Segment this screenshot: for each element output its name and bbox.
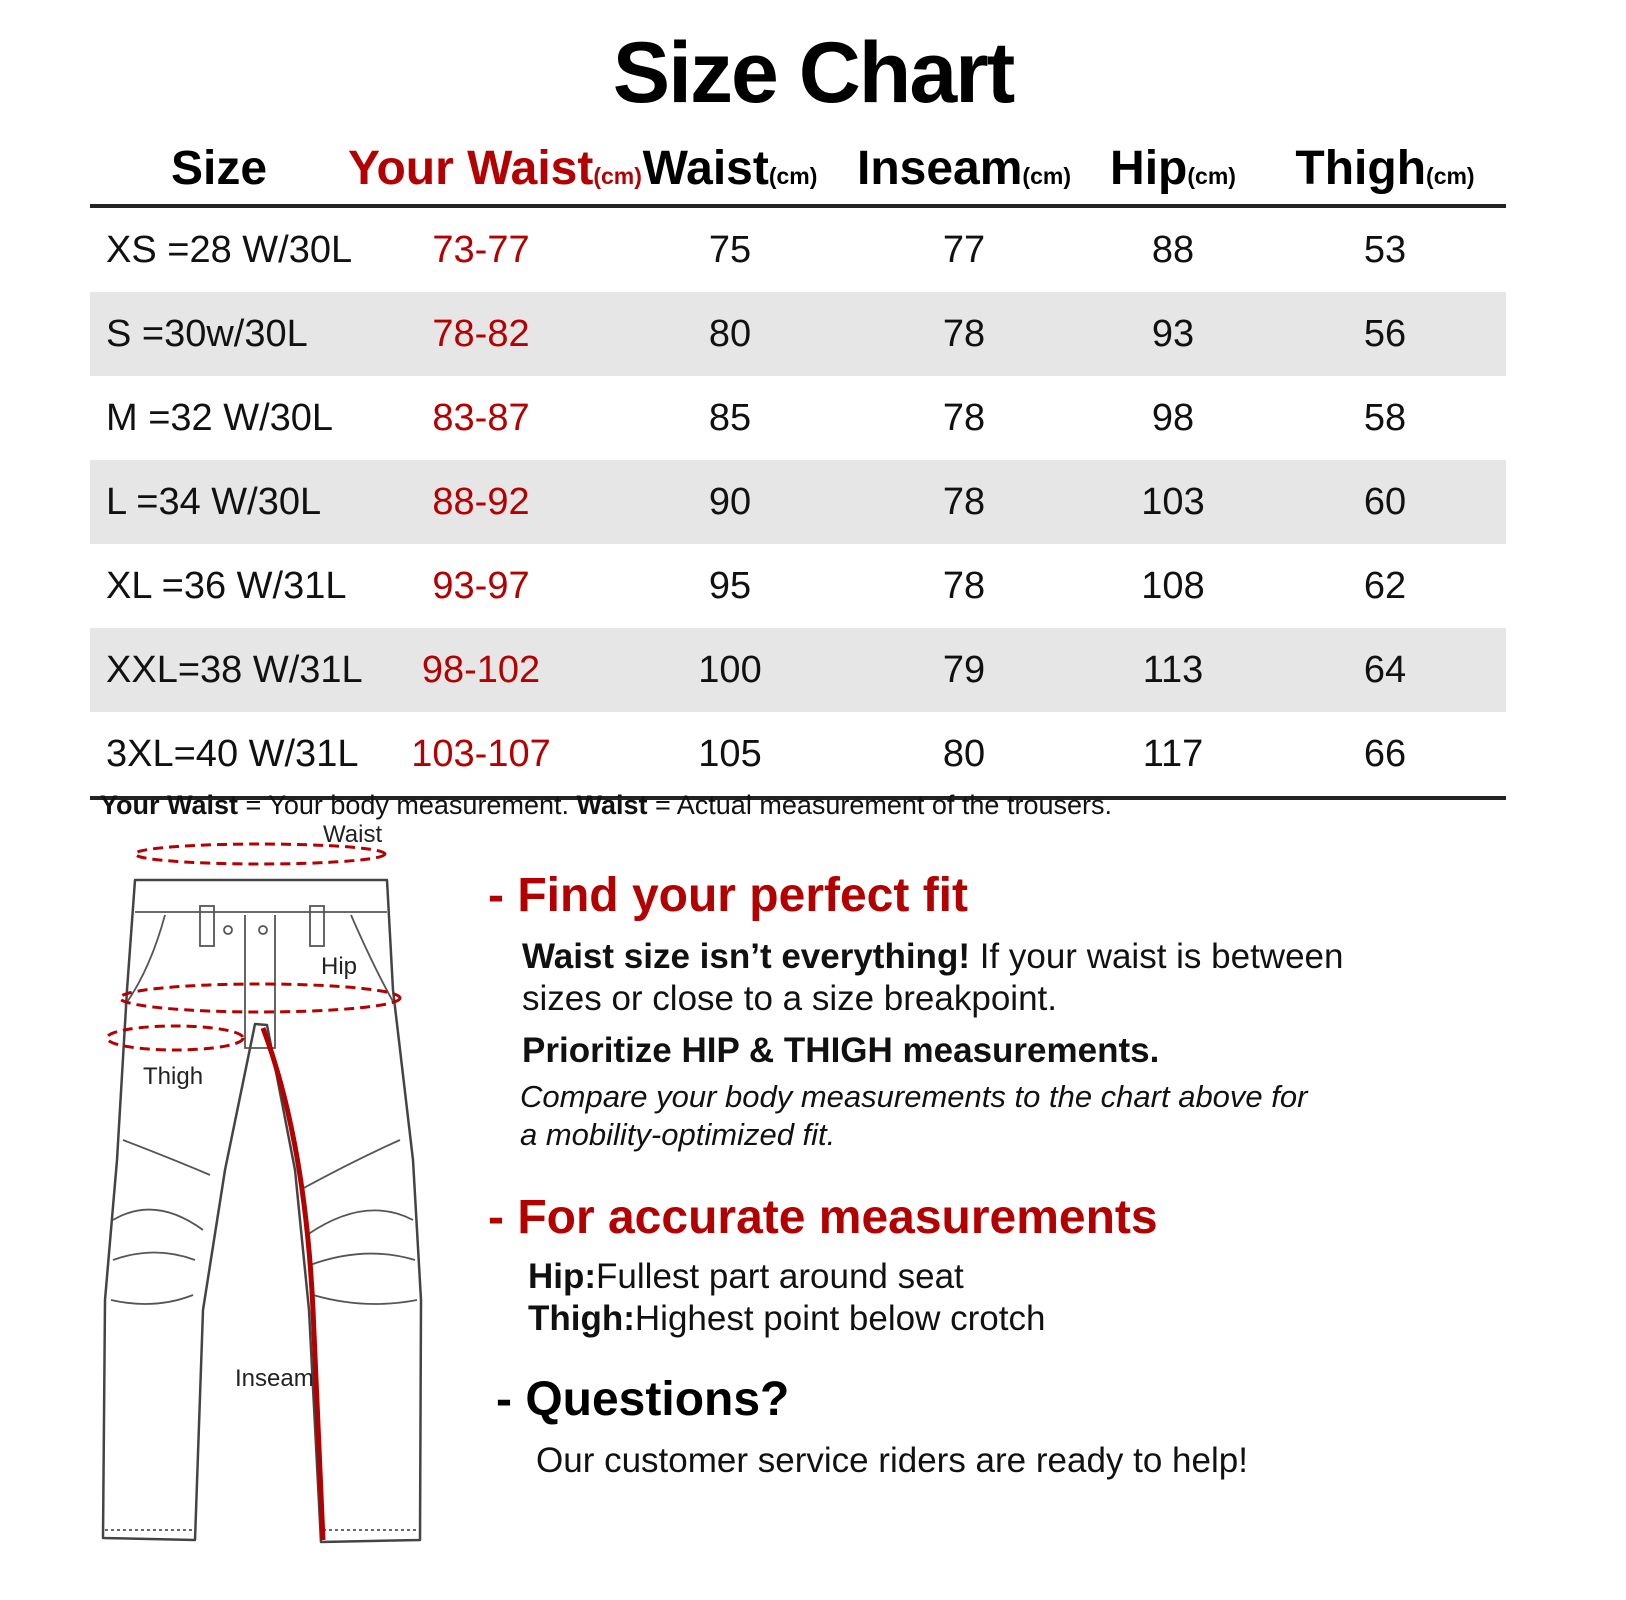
thigh-cell: 64	[1264, 628, 1506, 712]
waist-cell: 80	[614, 292, 846, 376]
note-waist-text: = Actual measurement of the trousers.	[647, 790, 1112, 820]
hip-cell: 93	[1082, 292, 1264, 376]
table-row	[90, 712, 1506, 798]
measure-hip-text: Fullest part around seat	[596, 1257, 964, 1296]
hip-cell: 117	[1082, 712, 1264, 798]
waist-cell: 90	[614, 460, 846, 544]
thigh-cell: 66	[1264, 712, 1506, 798]
thigh-cell: 58	[1363, 396, 1407, 439]
size-cell: L =34 W/30L	[90, 460, 348, 544]
thigh-cell: 56	[1264, 292, 1506, 376]
inseam-cell: 78	[942, 396, 986, 439]
size-cell: 3XL=40 W/31L	[90, 712, 348, 798]
note-your-waist-text: = Your body measurement.	[238, 790, 577, 820]
inseam-cell: 78	[846, 460, 1082, 544]
table-row	[90, 376, 1506, 460]
your-waist-cell: 98-102	[348, 628, 614, 712]
table-row	[90, 544, 1506, 628]
header-thigh: Thigh(cm)	[1264, 132, 1506, 206]
your-waist-cell: 73-77	[432, 228, 530, 271]
inseam-cell: 77	[942, 228, 986, 271]
thigh-cell: 53	[1363, 228, 1407, 271]
table-row	[90, 206, 1506, 292]
inseam-cell: 78	[846, 292, 1082, 376]
your-waist-cell: 83-87	[432, 396, 530, 439]
header-inseam: Inseam(cm)	[846, 132, 1082, 206]
fit-text-1a: If your waist is between	[969, 937, 1344, 976]
measure-heading: - For accurate measurements	[488, 1191, 1158, 1244]
header-waist: Waist(cm)	[614, 132, 846, 206]
diagram-label-hip: Hip	[321, 953, 358, 980]
fit-text-1	[522, 936, 1343, 978]
hip-cell: 113	[1082, 628, 1264, 712]
diagram-label-inseam: Inseam	[235, 1365, 314, 1392]
hip-cell: 108	[1141, 564, 1205, 607]
diagram-label-waist: Waist	[323, 821, 383, 848]
your-waist-cell: 103-107	[348, 712, 614, 798]
hip-cell: 98	[1151, 396, 1195, 439]
size-cell: XL =36 W/31L	[106, 564, 347, 607]
fit-bold-2	[522, 1030, 1159, 1072]
size-table	[90, 132, 1506, 800]
size-cell: XS =28 W/30L	[106, 228, 353, 271]
table-row	[90, 292, 1506, 376]
your-waist-cell: 78-82	[348, 292, 614, 376]
page-title: Size Chart	[612, 25, 1014, 121]
questions-heading: - Questions?	[496, 1373, 790, 1426]
fit-text-1b: sizes or close to a size breakpoint.	[522, 979, 1057, 1018]
measure-thigh-text: Highest point below crotch	[634, 1299, 1046, 1338]
size-cell: XXL=38 W/31L	[90, 628, 348, 712]
fit-heading: - Find your perfect fit	[488, 869, 968, 922]
your-waist-cell: 93-97	[432, 564, 530, 607]
hip-cell: 103	[1082, 460, 1264, 544]
table-row	[90, 628, 1506, 712]
measure-thigh	[528, 1298, 1045, 1340]
size-cell: M =32 W/30L	[106, 396, 334, 439]
measurement-note	[100, 790, 1112, 821]
table-header-row	[90, 132, 1506, 206]
fit-italic-2: a mobility-optimized fit.	[520, 1117, 836, 1152]
fit-bold-2-text: Prioritize HIP & THIGH measurements.	[522, 1031, 1160, 1070]
hip-cell: 88	[1151, 228, 1195, 271]
thigh-cell: 60	[1264, 460, 1506, 544]
measure-hip	[528, 1256, 964, 1298]
size-cell: S =30w/30L	[90, 292, 348, 376]
diagram-label-thigh: Thigh	[143, 1063, 204, 1090]
your-waist-cell: 88-92	[348, 460, 614, 544]
thigh-cell: 62	[1363, 564, 1407, 607]
waist-cell: 100	[614, 628, 846, 712]
inseam-cell: 78	[942, 564, 986, 607]
fit-italic-1: Compare your body measurements to the chart above for	[520, 1079, 1308, 1114]
measure-thigh-label: Thigh:	[528, 1299, 635, 1338]
waist-cell: 95	[708, 564, 752, 607]
table-row	[90, 460, 1506, 544]
header-size: Size	[90, 132, 348, 206]
inseam-cell: 80	[846, 712, 1082, 798]
note-your-waist-label: Your Waist	[100, 790, 239, 820]
questions-text: Our customer service riders are ready to help!	[536, 1441, 1248, 1480]
inseam-cell: 79	[846, 628, 1082, 712]
measure-hip-label: Hip:	[528, 1257, 597, 1296]
pants-diagram	[95, 821, 435, 1580]
note-waist-label: Waist	[576, 790, 648, 820]
header-your-waist: Your Waist(cm)	[348, 132, 614, 206]
header-hip: Hip(cm)	[1082, 132, 1264, 206]
waist-cell: 85	[708, 396, 752, 439]
fit-bold-1: Waist size isn’t everything!	[522, 937, 970, 976]
waist-cell: 105	[614, 712, 846, 798]
waist-cell: 75	[708, 228, 752, 271]
